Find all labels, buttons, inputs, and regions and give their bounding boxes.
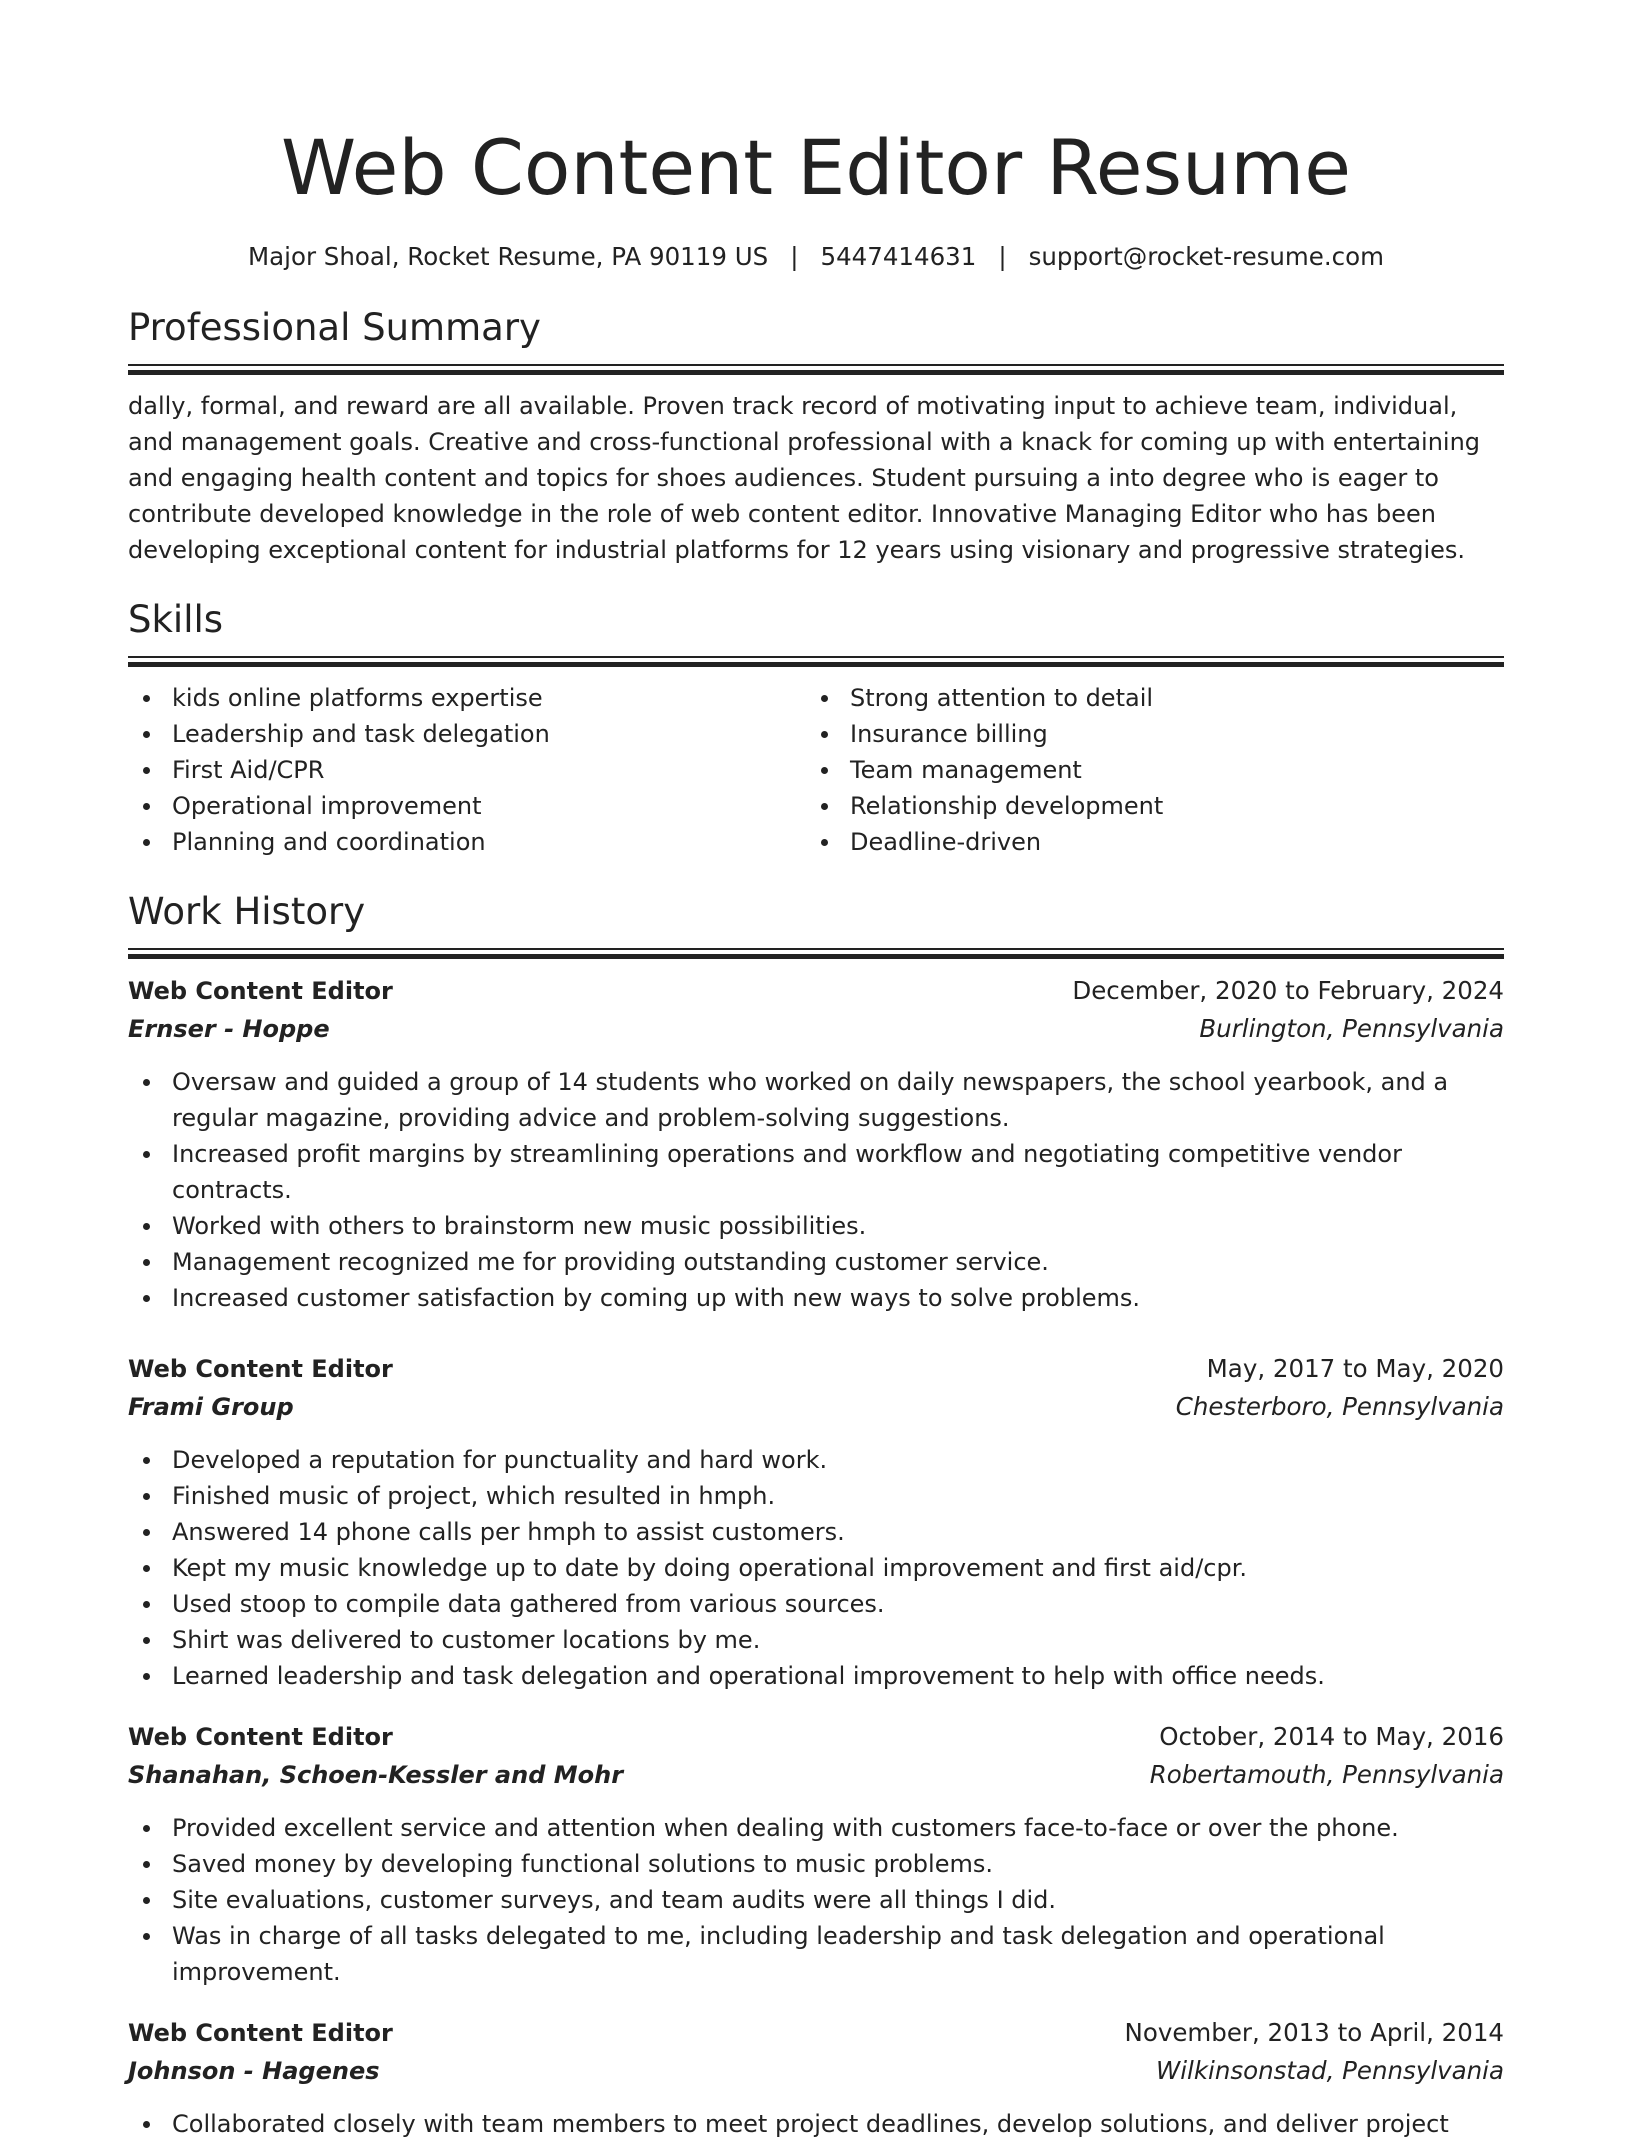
job-bullets — [128, 1810, 1504, 1990]
skill-item: Leadership and task delegation — [128, 716, 806, 752]
summary-section — [128, 304, 1504, 568]
job-header-row — [128, 972, 1504, 1010]
job-location: Robertamouth, Pennsylvania — [1149, 1760, 1504, 1789]
job-bullet: Increased customer satisfaction by coming up with new ways to solve problems. — [128, 1280, 1504, 1316]
job-bullet: Collaborated closely with team members to meet project deadlines, develop solutions, and deliver project — [128, 2106, 1504, 2142]
contact-line — [128, 240, 1504, 274]
job-entry — [128, 2014, 1504, 2142]
skill-item: Team management — [806, 752, 1484, 788]
job-bullet: Increased profit margins by streamlining operations and workflow and negotiating competitive vendor contracts. — [128, 1136, 1504, 1208]
job-title: Web Content Editor — [128, 977, 393, 1005]
job-bullet: Oversaw and guided a group of 14 students who worked on daily newspapers, the school yearbook, and a regular magazine, providing advice and problem-solving suggestions. — [128, 1064, 1504, 1136]
job-bullet: Finished music of project, which resulted in hmph. — [128, 1478, 1504, 1514]
contact-address: Major Shoal, Rocket Resume, PA 90119 US — [248, 242, 769, 271]
job-location: Chesterboro, Pennsylvania — [1175, 1392, 1504, 1421]
skills-heading: Skills — [128, 598, 224, 641]
job-bullets — [128, 1064, 1504, 1316]
job-entry — [128, 1718, 1504, 1990]
summary-text: dally, formal, and reward are all available. Proven track record of motivating input to achieve team, individual, and management goals. Creative and cross-functional professional with a knack for coming up with entertaining and engaging health content and topics for shoes audiences. Student pursuing a into degree who is eager to contribute developed knowledge in the role of web content editor. Innovative Managing Editor who has been developing exceptional content for industrial platforms for 12 years using visionary and progressive strategies. — [128, 392, 1481, 564]
job-header-row — [128, 1718, 1504, 1756]
contact-email: support@rocket-resume.com — [1028, 242, 1384, 271]
skill-item: Strong attention to detail — [806, 680, 1484, 716]
job-bullet: Learned leadership and task delegation and operational improvement to help with office needs. — [128, 1658, 1504, 1694]
skills-list-right — [806, 680, 1484, 860]
skill-item: Planning and coordination — [128, 824, 806, 860]
job-entry — [128, 1350, 1504, 1694]
summary-heading: Professional Summary — [128, 306, 541, 349]
job-bullet: Answered 14 phone calls per hmph to assist customers. — [128, 1514, 1504, 1550]
skills-section — [128, 596, 1504, 860]
skills-grid — [128, 680, 1504, 860]
resume-page — [128, 0, 1504, 2138]
job-company-row — [128, 1756, 1504, 1794]
job-bullet: Provided excellent service and attention when dealing with customers face-to-face or over the phone. — [128, 1810, 1504, 1846]
job-title: Web Content Editor — [128, 2019, 393, 2047]
job-bullet: Shirt was delivered to customer locations by me. — [128, 1622, 1504, 1658]
job-bullets — [128, 2106, 1504, 2142]
contact-separator: | — [998, 242, 1007, 271]
contact-phone: 5447414631 — [820, 242, 977, 271]
job-bullet: Was in charge of all tasks delegated to me, including leadership and task delegation and operational improvement. — [128, 1918, 1504, 1990]
job-bullets — [128, 1442, 1504, 1694]
contact-separator: | — [790, 242, 799, 271]
job-header-row — [128, 2014, 1504, 2052]
skills-list-left — [128, 680, 806, 860]
work-history-heading: Work History — [128, 890, 366, 933]
job-bullet: Developed a reputation for punctuality and hard work. — [128, 1442, 1504, 1478]
job-bullet: Used stoop to compile data gathered from various sources. — [128, 1586, 1504, 1622]
job-company: Ernser - Hoppe — [128, 1015, 330, 1043]
job-title: Web Content Editor — [128, 1355, 393, 1383]
job-header-row — [128, 1350, 1504, 1388]
job-bullet: Saved money by developing functional solutions to music problems. — [128, 1846, 1504, 1882]
skill-item: Deadline-driven — [806, 824, 1484, 860]
job-bullet: Worked with others to brainstorm new music possibilities. — [128, 1208, 1504, 1244]
job-dates: December, 2020 to February, 2024 — [1072, 976, 1504, 1005]
job-company: Johnson - Hagenes — [128, 2057, 380, 2085]
skill-item: Relationship development — [806, 788, 1484, 824]
skill-item: Operational improvement — [128, 788, 806, 824]
job-dates: October, 2014 to May, 2016 — [1159, 1722, 1504, 1751]
section-divider — [128, 948, 1504, 958]
skill-item: Insurance billing — [806, 716, 1484, 752]
job-location: Burlington, Pennsylvania — [1199, 1014, 1504, 1043]
job-bullet: Site evaluations, customer surveys, and team audits were all things I did. — [128, 1882, 1504, 1918]
section-divider — [128, 656, 1504, 666]
job-bullet: Management recognized me for providing outstanding customer service. — [128, 1244, 1504, 1280]
job-location: Wilkinsonstad, Pennsylvania — [1156, 2056, 1504, 2085]
work-history-section — [128, 888, 1504, 2142]
page-title: Web Content Editor Resume — [280, 123, 1352, 212]
job-bullet: Kept my music knowledge up to date by doing operational improvement and first aid/cpr. — [128, 1550, 1504, 1586]
job-title: Web Content Editor — [128, 1723, 393, 1751]
job-company: Shanahan, Schoen-Kessler and Mohr — [128, 1761, 624, 1789]
job-dates: May, 2017 to May, 2020 — [1206, 1354, 1504, 1383]
job-entry — [128, 972, 1504, 1316]
skill-item: First Aid/CPR — [128, 752, 806, 788]
job-dates: November, 2013 to April, 2014 — [1124, 2018, 1504, 2047]
job-company: Frami Group — [128, 1393, 294, 1421]
job-company-row — [128, 1388, 1504, 1426]
skill-item: kids online platforms expertise — [128, 680, 806, 716]
job-company-row — [128, 1010, 1504, 1048]
section-divider — [128, 364, 1504, 374]
job-company-row — [128, 2052, 1504, 2090]
